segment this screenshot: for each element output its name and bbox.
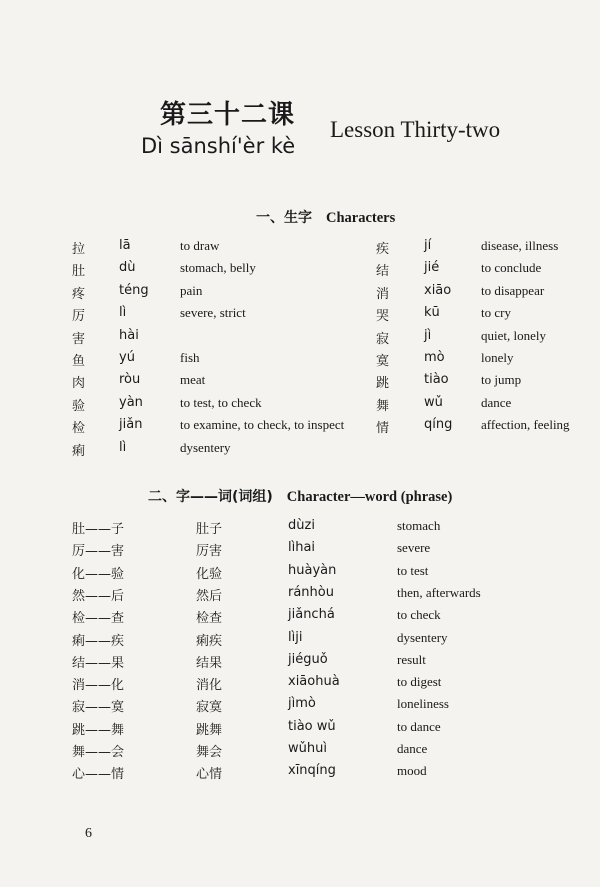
- character: 验: [72, 398, 86, 414]
- character-gloss: dance: [481, 394, 512, 410]
- character-pinyin: mò: [424, 350, 445, 365]
- word: 跳舞: [196, 722, 223, 738]
- character-gloss: to jump: [481, 372, 522, 388]
- word-pattern: 跳——舞: [72, 722, 125, 738]
- character: 鱼: [72, 354, 86, 369]
- character-gloss: to disappear: [481, 282, 545, 298]
- character-gloss: fish: [180, 350, 200, 365]
- character: 消: [376, 286, 390, 302]
- word: 舞会: [196, 745, 223, 760]
- words-heading: [148, 486, 452, 506]
- characters-heading: [256, 207, 395, 227]
- character-pinyin: tiào: [424, 372, 449, 388]
- page-number: 6: [85, 826, 92, 841]
- word-pinyin: huàyàn: [288, 562, 337, 578]
- word-pinyin: wǔhuì: [288, 741, 327, 756]
- character: 寂: [376, 331, 390, 347]
- words-heading-en: Character—word (phrase): [286, 489, 453, 505]
- character: 肚: [72, 264, 86, 280]
- word-gloss: dance: [397, 741, 428, 756]
- character-gloss: meat: [180, 372, 206, 388]
- word-pinyin: jiéguǒ: [288, 651, 328, 667]
- character-pinyin: dù: [119, 260, 136, 276]
- word-pattern: 寂——寞: [72, 700, 125, 716]
- character: 跳: [376, 376, 390, 392]
- character-gloss: quiet, lonely: [481, 327, 546, 343]
- word-pinyin: lìhai: [288, 540, 316, 556]
- character: 肉: [72, 376, 86, 392]
- character-pinyin: téng: [119, 282, 149, 298]
- word-pattern: 然——后: [72, 588, 125, 604]
- word-pattern: 结——果: [72, 655, 125, 671]
- lesson-title-pinyin: Dì sānshí'èr kè: [141, 134, 296, 158]
- character: 舞: [376, 398, 390, 414]
- character-pinyin: lì: [119, 305, 127, 321]
- word-gloss: severe: [397, 540, 431, 556]
- word-pattern: 检——查: [72, 611, 125, 627]
- characters-heading-en: Characters: [326, 210, 396, 226]
- character-gloss: to cry: [481, 305, 511, 321]
- word-pinyin: xiāohuà: [288, 674, 340, 690]
- word-pinyin: ránhòu: [288, 584, 334, 600]
- character-pinyin: jiǎn: [119, 417, 143, 433]
- character-gloss: dysentery: [180, 439, 231, 455]
- character-gloss: stomach, belly: [180, 260, 256, 276]
- character-pinyin: yú: [119, 350, 135, 365]
- character-pinyin: kū: [424, 305, 440, 321]
- word: 肚子: [196, 522, 223, 537]
- word-gloss: mood: [397, 763, 427, 779]
- character-gloss: to conclude: [481, 260, 542, 276]
- character: 结: [376, 264, 390, 280]
- character: 寞: [376, 354, 390, 369]
- character-pinyin: hài: [119, 327, 139, 343]
- word-gloss: to dance: [397, 718, 441, 734]
- word-pattern: 心——情: [72, 767, 125, 783]
- character-pinyin: lā: [119, 238, 131, 253]
- word-pinyin: xīnqíng: [288, 763, 336, 779]
- character: 疾: [376, 242, 390, 257]
- word-pattern: 消——化: [72, 678, 125, 694]
- word-gloss: stomach: [397, 518, 441, 533]
- word-gloss: to digest: [397, 674, 442, 690]
- character-gloss: lonely: [481, 350, 514, 365]
- word: 痢疾: [196, 633, 223, 649]
- word-pattern: 肚——子: [72, 522, 125, 537]
- character-gloss: to examine, to check, to inspect: [180, 417, 345, 433]
- lesson-title-english: Lesson Thirty-two: [330, 117, 501, 142]
- character-pinyin: jí: [424, 238, 432, 253]
- character-pinyin: yàn: [119, 394, 143, 410]
- word-gloss: to check: [397, 607, 441, 623]
- word: 消化: [196, 678, 223, 694]
- word: 化验: [196, 566, 223, 582]
- word-gloss: loneliness: [397, 696, 449, 712]
- character-pinyin: xiāo: [424, 282, 452, 298]
- character-gloss: to test, to check: [180, 394, 262, 410]
- character-pinyin: qíng: [424, 417, 453, 433]
- character-pinyin: jì: [424, 327, 432, 343]
- word-gloss: to test: [397, 562, 429, 578]
- word: 然后: [196, 588, 223, 604]
- word-pinyin: jiǎnchá: [288, 607, 335, 623]
- word-pattern: 厉——害: [72, 544, 125, 560]
- word-pattern: 舞——会: [72, 745, 125, 760]
- character: 检: [72, 421, 86, 437]
- character: 情: [376, 421, 390, 437]
- word-gloss: result: [397, 651, 426, 667]
- character: 疼: [72, 286, 86, 302]
- character-gloss: pain: [180, 282, 203, 298]
- character: 哭: [376, 309, 390, 325]
- word-pinyin: lìji: [288, 629, 303, 645]
- character: 厉: [72, 309, 86, 325]
- word: 寂寞: [196, 700, 223, 716]
- characters-heading-cn: 一、生字: [256, 210, 312, 226]
- character: 痢: [72, 443, 86, 459]
- character-pinyin: wǔ: [424, 394, 443, 410]
- words-heading-cn: 二、字——词(词组): [148, 489, 273, 505]
- character-gloss: affection, feeling: [481, 417, 570, 433]
- word: 结果: [196, 655, 223, 671]
- character-gloss: to draw: [180, 238, 220, 253]
- character: 拉: [72, 242, 86, 257]
- character-gloss: severe, strict: [180, 305, 246, 321]
- character-pinyin: jié: [424, 260, 440, 276]
- word-pattern: 化——验: [72, 566, 125, 582]
- word-pinyin: dùzi: [288, 518, 315, 533]
- character-pinyin: lì: [119, 439, 127, 455]
- word-gloss: then, afterwards: [397, 584, 481, 600]
- word: 检查: [196, 611, 223, 627]
- character-gloss: disease, illness: [481, 238, 559, 253]
- word-pinyin: jìmò: [288, 696, 316, 712]
- character: 害: [72, 331, 86, 347]
- lesson-title-chinese: 第三十二课: [160, 100, 296, 130]
- word: 心情: [196, 767, 223, 783]
- character-pinyin: ròu: [119, 372, 141, 388]
- word-pattern: 痢——疾: [72, 633, 125, 649]
- word-gloss: dysentery: [397, 629, 448, 645]
- word: 厉害: [196, 544, 223, 560]
- word-pinyin: tiào wǔ: [288, 718, 336, 734]
